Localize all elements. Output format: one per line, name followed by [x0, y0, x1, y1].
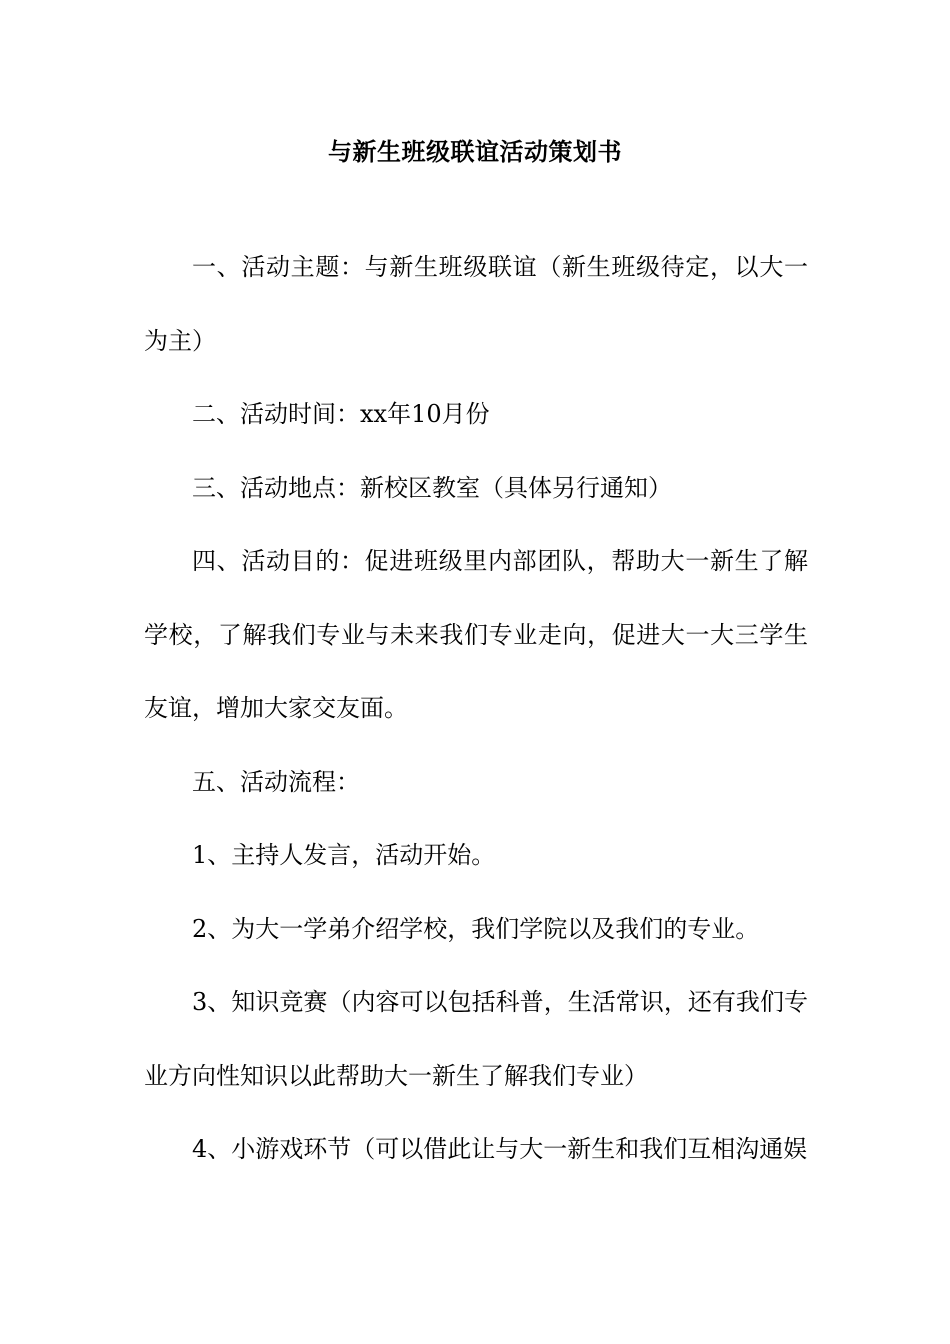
paragraph-activity-process-heading: 五、活动流程： — [192, 767, 360, 796]
paragraph-activity-theme: 一、活动主题：与新生班级联谊（新生班级待定，以大一为主） — [144, 253, 808, 355]
paragraph-activity-location: 三、活动地点：新校区教室（具体另行通知） — [192, 473, 672, 502]
document-body — [144, 231, 808, 1187]
paragraph-process-step-3: 3、知识竞赛（内容可以包括科普，生活常识，还有我们专业方向性知识以此帮助大一新生了解我们专业） — [144, 988, 808, 1090]
paragraph-activity-purpose: 四、活动目的：促进班级里内部团队，帮助大一新生了解学校，了解我们专业与未来我们专业走向，促进大一大三学生友谊，增加大家交友面。 — [144, 547, 808, 722]
paragraph-process-step-1: 1、主持人发言，活动开始。 — [192, 841, 496, 869]
paragraph-process-step-4: 4、小游戏环节（可以借此让与大一新生和我们互相沟通娱 — [192, 1135, 808, 1163]
paragraph-process-step-2: 2、为大一学弟介绍学校，我们学院以及我们的专业。 — [192, 914, 760, 943]
document-title: 与新生班级联谊活动策划书 — [328, 137, 622, 166]
paragraph-activity-time: 二、活动时间：xx年10月份 — [192, 400, 490, 428]
